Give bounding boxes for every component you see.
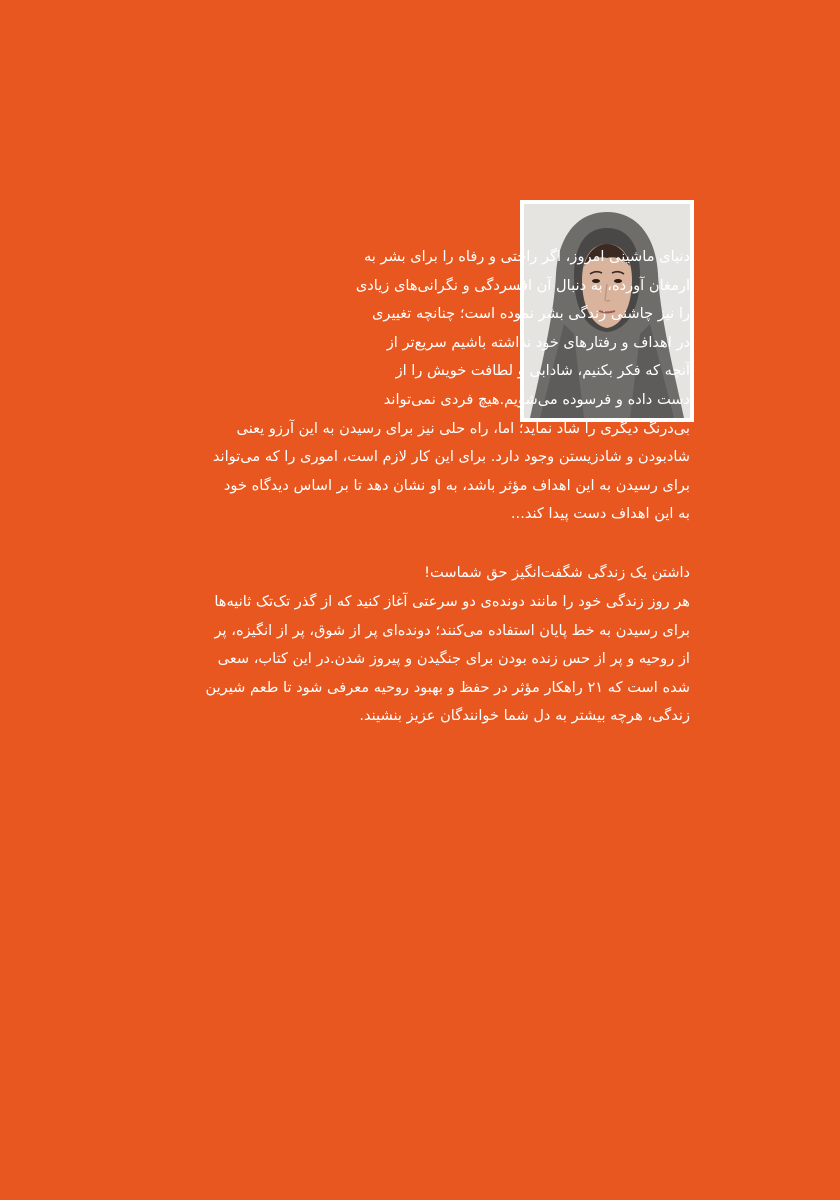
text-line: دست داده و فرسوده می‌شویم.هیچ فردی نمی‌تواند <box>383 390 690 408</box>
text-line: در اهداف و رفتارهای خود نداشته باشیم سریع‌تر از <box>386 333 690 351</box>
section-heading: داشتن یک زندگی شگفت‌انگیز حق شماست! <box>424 564 690 581</box>
text-line: به این اهداف دست پیدا کند... <box>510 505 690 523</box>
text-line: شده است که ۲۱ راهکار مؤثر در حفظ و بهبود روحیه معرفی شود تا طعم شیرین <box>205 678 690 696</box>
text-line: بی‌درنگ دیگری را شاد نماید؛ اما، راه حلی نیز برای رسیدن به این آرزو یعنی <box>236 419 690 437</box>
text-line: برای رسیدن به خط پایان استفاده می‌کنند؛ دونده‌ای پر از شوق، پر از انگیزه، پر <box>214 621 690 639</box>
text-line: از روحیه و پر از حس زنده بودن برای جنگیدن و پیروز شدن.در این کتاب، سعی <box>217 650 690 668</box>
text-line: هر روز زندگی خود را مانند دونده‌ی دو سرعتی آغاز کنید که از گذر تک‌تک ثانیه‌ها <box>214 593 690 610</box>
text-line: زندگی، هرچه بیشتر به دل شما خوانندگان عزیز بنشیند. <box>359 707 690 725</box>
text-line: دنیای ماشینی امروز، اگر راحتی و رفاه را برای بشر به <box>363 248 690 265</box>
text-line: ارمغان آورده، به دنبال آن افسردگی و نگرانی‌های زیادی <box>355 276 690 294</box>
text-line: آنچه که فکر بکنیم، شادابی و لطافت خویش را از <box>395 362 690 380</box>
text-line: برای رسیدن به این اهداف مؤثر باشد، به او نشان دهد تا بر اساس دیدگاه خود <box>223 476 690 494</box>
intro-paragraph <box>130 243 690 529</box>
body-paragraph <box>130 588 690 731</box>
text-line: شادبودن و شادزیستن وجود دارد. برای این کار لازم است، اموری را که می‌تواند <box>212 448 690 466</box>
text-line: را نیز چاشنی زندگی بشر نموده است؛ چنانچه تغییری <box>371 305 690 323</box>
